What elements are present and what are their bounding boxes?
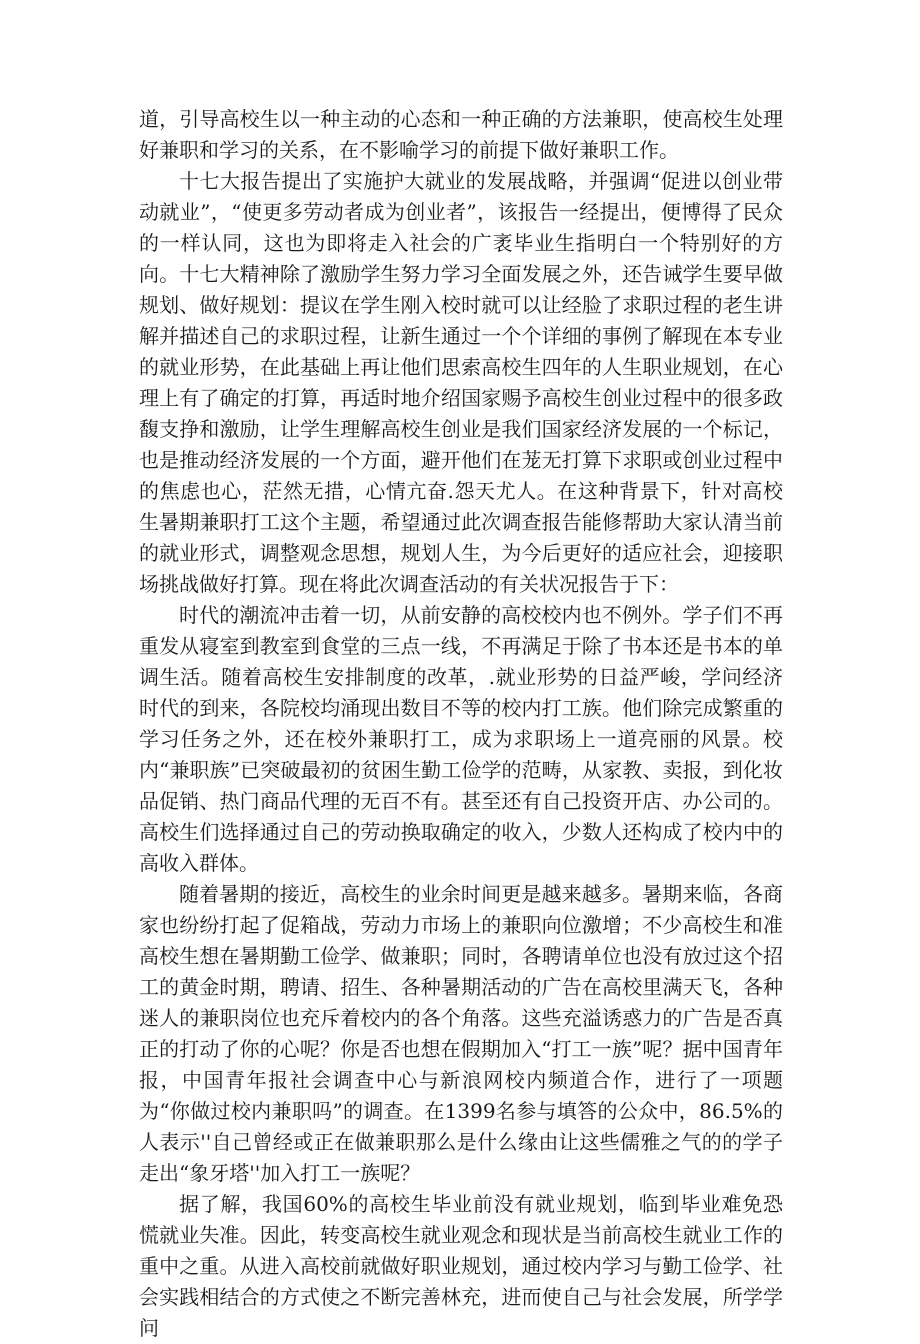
paragraph-4: 随着暑期的接近，高校生的业余时间更是越来越多。暑期来临，各商家也纷纷打起了促箱战，劳动力市场上的兼职向位激增；不少高校生和准高校生想在暑期勤工俭学、做兼职；同时，各聘请单位也没有放过这个招工的黄金时期，聘请、招生、各种暑期活动的广告在高校里满天飞，各种迷人的兼职岗位也充斥着校内的各个角落。这些充溢诱惑力的广告是否真正的打动了你的心呢？你是否也想在假期加入“打工一族”呢？据中国青年报，中国青年报社会调查中心与新浪网校内频道合作，进行了一项题为“你做过校内兼职吗”的调查。在1399名参与填答的公众中，86.5%的人表示''自己曾经或正在做兼职那么是什么缘由让这些儒雅之气的的学子走出“象牙塔''加入打工一族呢？ [139, 882, 783, 1185]
paragraph-2: 十七大报告提出了实施护大就业的发展战略，并强调“促进以创业带动就业”，“使更多劳动者成为创业者”，该报告一经提出，便博得了民众的一样认同，这也为即将走入社会的广袤毕业生指明白一个特别好的方向。十七大精神除了激励学生努力学习全面发展之外，还告诫学生要早做规划、做好规划：提议在学生刚入校时就可以让经脸了求职过程的老生讲解并描述自己的求职过程，让新生通过一个个详细的事例了解现在本专业的就业形势，在此基础上再让他们思索高校生四年的人生职业规划，在心理上有了确定的打算，再适时地介绍国家赐予高校生创业过程中的很多政馥支挣和激励，让学生理解高校生创业是我们国家经济发展的一个标记，也是推动经济发展的一个方面，避开他们在茏无打算下求职或创业过程中的焦虑也心，茫然无措，心情亢奋.怨天尤人。在这种背景下，针对高校生暑期兼职打工这个主题，希望通过此次调查报告能修帮助大家认清当前的就业形式，调整观念思想，规划人生，为今后更好的适应社会，迎接职场挑战做好打算。现在将此次调查活动的有关状况报告于下： [139, 169, 783, 596]
document-body [139, 104, 783, 1344]
paragraph-5: 据了解，我国60%的高校生毕业前没有就业规划，临到毕业难免恐慌就业失准。因此，转变高校生就业观念和现状是当前高校生就业工作的重中之重。从进入高校前就做好职业规划，通过校内学习与勤工俭学、社会实践相结合的方式使之不断完善林充，进而使自己与社会发展，所学学问 [139, 1192, 783, 1340]
paragraph-1: 道，引导高校生以一种主动的心态和一种正确的方法兼职，使高校生处理好兼职和学习的关系，在不影喻学习的前提下做好兼职工作。 [139, 107, 783, 162]
paragraph-3: 时代的潮流冲击着一切，从前安静的高校校内也不例外。学子们不再重发从寝室到教室到食堂的三点一线，不再满足于除了书本还是书本的单调生活。随着高校生安排制度的改革，.就业形势的日益严峻，学问经济时代的到来，各院校均涌现出数目不等的校内打工族。他们除完成繁重的学习任务之外，还在校外兼职打工，成为求职场上一道亮丽的风景。校内“兼职族”已突破最初的贫困生勤工俭学的范畴，从家教、卖报，到化妆品促销、热门商品代理的无百不有。甚至还有自己投资开店、办公司的。高校生们选择通过自己的劳动换取确定的收入，少数人还构成了校内中的高收入群体。 [139, 603, 783, 875]
